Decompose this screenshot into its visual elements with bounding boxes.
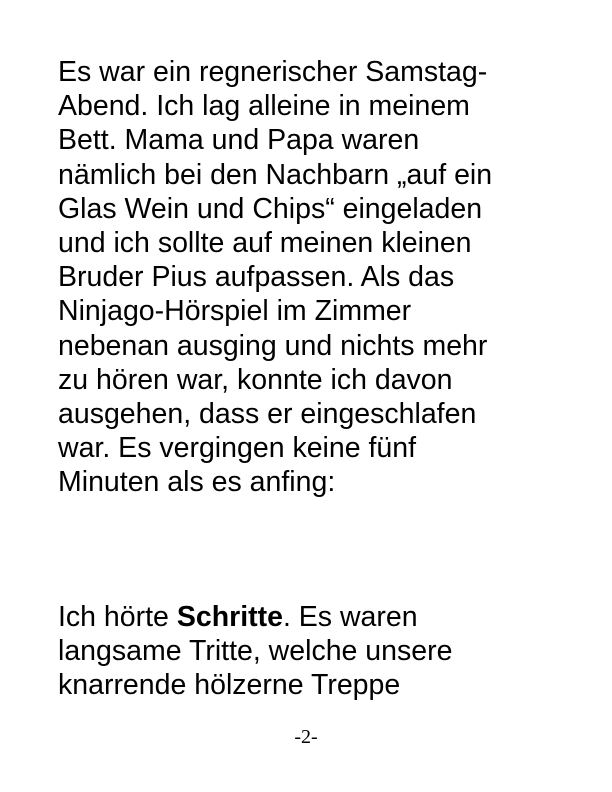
text-fragment: Ich hörte: [58, 601, 177, 633]
text-line: [58, 600, 578, 634]
text-line: war. Es vergingen keine fünf: [58, 432, 417, 465]
text-line: ausgehen, dass er eingeschlafen: [58, 398, 477, 431]
bold-word: Schritte: [176, 601, 283, 633]
text-line: nämlich bei den Nachbarn „auf ein: [58, 158, 493, 191]
text-line: Bett. Mama und Papa waren: [58, 124, 420, 157]
text-line: Ninjago-Hörspiel im Zimmer: [58, 295, 412, 328]
text-fragment: . Es waren: [282, 601, 418, 633]
text-line: Glas Wein und Chips“ eingeladen: [58, 192, 483, 225]
page-number: -2-: [294, 726, 318, 748]
text-line: Bruder Pius aufpassen. Als das: [58, 261, 455, 294]
paragraph-steps: [58, 600, 578, 703]
text-line: Abend. Ich lag alleine in meinem: [58, 90, 470, 123]
text-line: Es war ein regnerischer Samstag-: [58, 56, 488, 88]
text-line: zu hören war, konnte ich davon: [58, 363, 453, 396]
text-line: Minuten als es anfing:: [58, 466, 336, 499]
text-line: langsame Tritte, welche unsere: [58, 635, 453, 668]
text-line: nebenan ausging und nichts mehr: [58, 329, 488, 362]
text-line: knarrende hölzerne Treppe: [58, 669, 401, 702]
text-line: und ich sollte auf meinen kleinen: [58, 227, 472, 260]
paragraph-intro: [58, 55, 578, 500]
